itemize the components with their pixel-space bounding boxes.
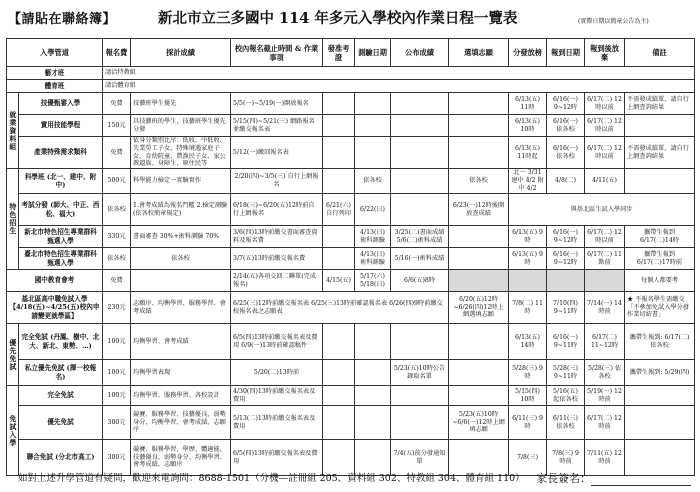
report-cell: 6/16(一) 9~12時 (547, 248, 585, 270)
table-row (7, 226, 695, 248)
score-cell: 書面審查 30%+術科測驗 70% (131, 226, 231, 248)
deadline-cell: 2/20(四)~3/5(三) 自行上網報名 (231, 169, 323, 194)
cert-cell (323, 360, 355, 386)
col-header: 校內報名截止時間 & 作業事項 (231, 39, 323, 67)
page-title: 新北市立三多國中 114 年多元入學校內作業日程一覽表 (158, 10, 518, 27)
choice-cell (449, 270, 509, 292)
table-row (7, 270, 695, 292)
table-row (7, 324, 695, 360)
release-cell: 6/11(三) 9時 (509, 406, 547, 440)
test-cell (355, 324, 391, 360)
title-note: (實際日期以簡章公告為主) (578, 18, 649, 25)
table-row (7, 93, 695, 115)
row-name: 新北市特色招生專業群科甄選入學 (19, 226, 103, 248)
cert-cell: 6/21(六)自行列印 (323, 194, 355, 226)
fee-cell: 300元 (103, 440, 131, 476)
release-cell: 6/13(五) 9時 (509, 248, 547, 270)
cert-cell (323, 169, 355, 194)
release-cell: 6/13(五) 9時 (509, 226, 547, 248)
giveup-cell: 5/28(三) 依各校 (585, 360, 625, 386)
score-cell (131, 270, 231, 292)
fee-cell: 300元 (103, 406, 131, 440)
remark-cell: 每個人都要考 (625, 270, 695, 292)
release-cell: 5/15(四) 10時 (509, 386, 547, 406)
fee-cell: 免費 (103, 137, 131, 169)
row-name: 優先免試 (19, 406, 103, 440)
test-cell: 6/22(日) (355, 194, 391, 226)
cert-cell (323, 137, 355, 169)
remark-cell (625, 386, 695, 406)
giveup-cell: 6/17(二) 11點前 (585, 248, 625, 270)
col-header: 採計成績 (131, 39, 231, 67)
remark-cell (625, 406, 695, 440)
report-cell: 7/10(四) 9~11時 (547, 292, 585, 324)
row-name: 國中教育會考 (7, 270, 103, 292)
col-header: 測驗日期 (355, 39, 391, 67)
choice-cell (449, 93, 509, 115)
deadline-cell: 6/18(三)~6/20(五)12時前自行上網報名 (231, 194, 323, 226)
fee-cell: 免費 (103, 270, 131, 292)
table-row (7, 248, 695, 270)
row-name: 基北區高中職免試入學【4/18(五)~4/25(五)校內申請變更就學區】 (7, 292, 103, 324)
report-cell: 6/16(一) 依各校 (547, 115, 585, 137)
fee-cell: 500元 (103, 169, 131, 194)
test-cell (355, 93, 391, 115)
remark-cell: 攜帶生報到: 5/29(四) (625, 360, 695, 386)
choice-cell: 依各校 (449, 169, 509, 194)
group-label: 優先免試 (7, 324, 19, 386)
report-cell (547, 270, 585, 292)
fee-cell: 依各校 (103, 194, 131, 226)
remark-cell: 攜帶生報到 6/17(二)14時 (625, 226, 695, 248)
contact-footer: 如對上述升學管道有疑問，歡迎來電詢問：8688-1501（分機—註冊組 205、資料組 302、特教組 304、體育組 110） (18, 473, 525, 484)
row-name: 科學班 (北一、建中、附中) (19, 169, 103, 194)
col-header: 報名費 (103, 39, 131, 67)
row-name: 產業特殊需求類科 (19, 137, 103, 169)
result-cell (391, 386, 449, 406)
fee-cell: 100元 (103, 324, 131, 360)
group-label: 特色招生 (7, 169, 19, 270)
group-label: 就業資料組 (7, 93, 19, 169)
fee-cell: 免費 (103, 93, 131, 115)
result-cell: 3/25(二)書面成績 5/6(二)術科成績 (391, 226, 449, 248)
test-cell (355, 115, 391, 137)
score-cell: 均衡學習、會考成績 (131, 324, 231, 360)
choice-cell (449, 137, 509, 169)
table-row (7, 360, 695, 386)
row-name: 完全免試 (丹鳳、樹中、北大、新北、東勢、…) (19, 324, 103, 360)
table-header-row (7, 39, 695, 67)
score-cell: 科學能力檢定一實驗實作 (131, 169, 231, 194)
choice-cell: 5/23(五)10時~6/6(一)12時上網填志願 (449, 406, 509, 440)
col-header: 備註 (625, 39, 695, 67)
giveup-cell: 6/17(二) 12時前 (585, 406, 625, 440)
giveup-cell (585, 270, 625, 292)
deadline-cell: 5/13(二)13時前繳交報名表及費用 (231, 406, 323, 440)
table-row (7, 137, 695, 169)
row-note: 請洽特教組 (103, 67, 695, 80)
deadline-cell: 5/12(一)繳回報名表 (231, 137, 323, 169)
table-row (7, 406, 695, 440)
result-cell (391, 115, 449, 137)
result-cell (391, 169, 449, 194)
remark-cell (625, 115, 695, 137)
row-name: 體育班 (7, 80, 103, 93)
row-name: 臺北市特色招生專業群科甄選入學 (19, 248, 103, 270)
col-header: 入學管道 (7, 39, 103, 67)
col-header: 選填志願 (449, 39, 509, 67)
deadline-cell: 3/7(五)13時前繳交報名費 (231, 248, 323, 270)
choice-cell (449, 226, 509, 248)
test-cell (355, 360, 391, 386)
deadline-cell: 5/15(四)~5/21(三) 網路報名並繳交報名表 (231, 115, 323, 137)
deadline-cell: 5/20(二)13時前 (231, 360, 323, 386)
cert-cell (323, 115, 355, 137)
report-cell: 4/8(二) (547, 169, 585, 194)
report-cell: 5/28(三) 9~11時 (547, 360, 585, 386)
result-cell: 6/6(五)8時 (391, 270, 449, 292)
cert-cell (323, 324, 355, 360)
giveup-cell: 7/11(五) 12時前 (585, 440, 625, 476)
giveup-cell: 4/11(五) (585, 169, 625, 194)
score-cell: 依各校 (131, 248, 231, 270)
row-name: 私立優先免試 (擇一校報名) (19, 360, 103, 386)
score-cell: 依身分類別比序：低收、中低收、失業勞工子女、特殊境遇家庭子女、育幼院童、農漁民子女、家公教遺族、身障生、原住民等 (131, 137, 231, 169)
remark-cell (625, 169, 695, 194)
table-row (7, 386, 695, 406)
col-header: 分發放榜 (509, 39, 547, 67)
choice-cell (449, 386, 509, 406)
cert-cell (323, 406, 355, 440)
fee-cell: 150元 (103, 115, 131, 137)
fee-cell: 100元 (103, 386, 131, 406)
report-cell: 6/16(一) 9~12時 (547, 93, 585, 115)
report-cell: 6/11(三) 依各校 (547, 406, 585, 440)
deadline-cell: 3/6(四)13時前繳交書面審查資料及報名費 (231, 226, 323, 248)
choice-cell (449, 248, 509, 270)
col-header: 公布成績 (391, 39, 449, 67)
release-cell: 6/13(五) 10時 (509, 115, 547, 137)
score-cell: 1.會考成績為報名門檻 2.檢定測驗(依各校簡章規定) (131, 194, 231, 226)
col-header: 報到後放棄 (585, 39, 625, 67)
score-cell: 技藝班學生優先 (131, 93, 231, 115)
fee-cell: 230元 (103, 292, 131, 324)
choice-cell: 6/20(五)12時~6/26(四)12時上網選填志願 (449, 292, 509, 324)
schedule-table (6, 38, 695, 476)
release-cell: 與基北區生試入學同步 (509, 194, 695, 226)
test-cell (355, 386, 391, 406)
parent-signature[interactable] (536, 470, 691, 486)
result-cell (391, 194, 449, 226)
report-cell: 7/8(三) 9時前 (547, 440, 585, 476)
cert-cell (323, 93, 355, 115)
cert-cell (323, 226, 355, 248)
score-cell: 均衡學習表現 (131, 360, 231, 386)
row-name: 完全免試 (19, 386, 103, 406)
giveup-cell: 6/17(二) 12時以前 (585, 226, 625, 248)
choice-cell (449, 115, 509, 137)
release-cell: 7/8(三) (509, 440, 547, 476)
table-row (7, 169, 695, 194)
table-row (7, 194, 695, 226)
table-row (7, 67, 695, 80)
remark-cell: 不需發成績單，請自行上網查詢結果 (625, 137, 695, 169)
fee-cell: 100元 (103, 360, 131, 386)
choice-cell (449, 360, 509, 386)
result-cell (391, 93, 449, 115)
deadline-cell: 4/30(四)13時前繳交報名表及費用 (231, 386, 323, 406)
score-cell: 均衡學習、服務學習、各校設計 (131, 386, 231, 406)
test-cell (355, 406, 391, 440)
giveup-cell: 6/17(二) 12時以前 (585, 137, 625, 169)
report-cell: 6/16(一) 9~12時 (547, 226, 585, 248)
choice-cell: 6/23(一)12時後開放查成績 (449, 194, 509, 226)
giveup-cell: 6/17(二) 12時以前 (585, 115, 625, 137)
test-cell: 5/17(六) 5/18(日) (355, 270, 391, 292)
release-cell (509, 270, 547, 292)
result-cell (391, 324, 449, 360)
cert-cell (323, 248, 355, 270)
row-name: 技優甄審入學 (19, 93, 103, 115)
remark-cell: ★ 不報名學生需繳交「不參加免試入學分發作業切結書」 (625, 292, 695, 324)
badge-label: 【請貼在聯絡簿】 (8, 12, 117, 27)
release-cell: 6/13(五) 14時 (509, 324, 547, 360)
group-label: 免試入學 (7, 386, 19, 476)
row-name: 聯合免試 (分北市高工) (19, 440, 103, 476)
score-cell: 競賽、服務學習、技藝優良、弱勢身分、均衡學習、會考成績、志願序 (131, 406, 231, 440)
table-row (7, 80, 695, 93)
release-cell: 7/8(二) 11時 (509, 292, 547, 324)
report-cell: 6/16(一) 依各校 (547, 137, 585, 169)
deadline-cell: 5/5(一)~5/19(一)開放報名 (231, 93, 323, 115)
remark-cell: 攜帶生報到: 6/17(二) 依各校 (625, 324, 695, 360)
row-name: 藝才班 (7, 67, 103, 80)
deadline-cell: 2/14(五)各項交回二聯單(完成報名) (231, 270, 323, 292)
remark-cell: 攜帶生報到 6/17(二)17時前 (625, 248, 695, 270)
page-header (8, 6, 694, 28)
test-cell: 4/13(日) 術科測驗 (355, 248, 391, 270)
result-cell (391, 137, 449, 169)
fee-cell: 依各校 (103, 248, 131, 270)
giveup-cell: 6/17(二) 11~12時 (585, 324, 625, 360)
test-cell (355, 137, 391, 169)
col-header: 發准考證 (323, 39, 355, 67)
giveup-cell: 5/19(一) 12時前 (585, 386, 625, 406)
table-row (7, 115, 695, 137)
col-header: 報到日期 (547, 39, 585, 67)
fee-cell: 330元 (103, 226, 131, 248)
score-cell: 競賽、服務學習、學歷、體適能、技藝優良、弱勢身分、均衡學習、會考成績、志願序 (131, 440, 231, 476)
deadline-cell: 6/25(三)12時前繳交報名表 6/25(三)13時前確認報名表 6/26(四)9時前繳交校報名表之志願表 (231, 292, 449, 324)
giveup-cell: 6/17(二) 12時以前 (585, 93, 625, 115)
row-name: 考試分發 (師大、中正、西松、福大) (19, 194, 103, 226)
giveup-cell: 7/14(一) 14時前 (585, 292, 625, 324)
table-row (7, 292, 695, 324)
result-cell: 5/23(五)10時公告錄取名單 (391, 360, 449, 386)
choice-cell (449, 324, 509, 360)
deadline-cell: 6/5(四)13時前繳交報名表及費用 (231, 440, 323, 476)
signature-line[interactable] (591, 476, 691, 486)
signature-label: 家長簽名： (536, 472, 591, 485)
report-cell: 5/16(五) 起依各校 (547, 386, 585, 406)
release-cell: 北一 3/31 建中 4/2 附中 4/2 (509, 169, 547, 194)
release-cell: 6/13(五) 11時起 (509, 137, 547, 169)
result-cell (391, 406, 449, 440)
result-cell: 5/16(一)術科成績 (391, 248, 449, 270)
score-cell: 志願序、均衡學習、服務學習、會考成績 (131, 292, 231, 324)
test-cell: 依各校 (355, 169, 391, 194)
release-cell: 6/13(五) 11時 (509, 93, 547, 115)
result-cell: 7/4(五)前分發通知單 (391, 440, 449, 476)
remark-cell: 不需發成績單，請自行上網查詢結果 (625, 93, 695, 115)
cert-cell: 4/15(五) (323, 270, 355, 292)
row-note: 請洽體育組 (103, 80, 695, 93)
cert-cell (323, 386, 355, 406)
row-name: 實用技能學程 (19, 115, 103, 137)
deadline-cell: 6/5(四)13時前繳交報名表及費用 6/9(一)13時前確認稿件 (231, 324, 323, 360)
test-cell: 4/13(日) 術科測驗 (355, 226, 391, 248)
release-cell: 5/28(三) 9時 (509, 360, 547, 386)
score-cell: 具技藝班的學生，技藝班學生優先分發 (131, 115, 231, 137)
report-cell: 6/16(一) 9~11時 (547, 324, 585, 360)
